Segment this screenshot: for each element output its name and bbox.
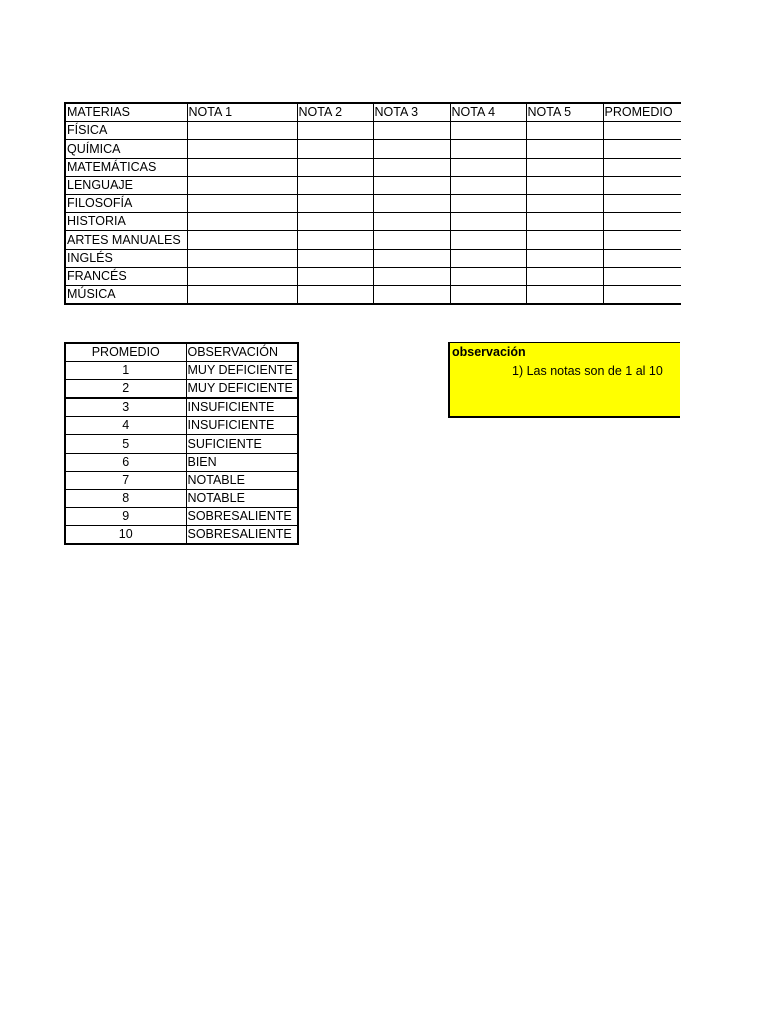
header-cell: PROMEDIO bbox=[603, 103, 681, 122]
grade-cell[interactable] bbox=[603, 285, 681, 304]
header-cell: OBSERVACIÓN bbox=[186, 343, 298, 362]
grade-cell[interactable] bbox=[526, 194, 603, 212]
grade-cell[interactable] bbox=[297, 122, 373, 140]
average-value-cell: 1 bbox=[65, 362, 186, 380]
grade-cell[interactable] bbox=[450, 158, 526, 176]
grade-cell[interactable] bbox=[373, 267, 450, 285]
grade-cell[interactable] bbox=[603, 158, 681, 176]
scale-row bbox=[65, 435, 298, 453]
subject-row bbox=[65, 176, 681, 194]
subject-name-cell: MÚSICA bbox=[65, 285, 187, 304]
subject-row bbox=[65, 158, 681, 176]
subject-name-cell: FRANCÉS bbox=[65, 267, 187, 285]
header-cell: NOTA 3 bbox=[373, 103, 450, 122]
header-cell: MATERIAS bbox=[65, 103, 187, 122]
header-cell: NOTA 5 bbox=[526, 103, 603, 122]
grade-cell[interactable] bbox=[603, 140, 681, 158]
observation-note bbox=[448, 342, 680, 418]
grade-cell[interactable] bbox=[187, 249, 297, 267]
subject-row bbox=[65, 231, 681, 249]
average-value-cell: 8 bbox=[65, 489, 186, 507]
average-value-cell: 6 bbox=[65, 453, 186, 471]
grade-cell[interactable] bbox=[526, 122, 603, 140]
subject-row bbox=[65, 267, 681, 285]
observation-cell: SOBRESALIENTE bbox=[186, 507, 298, 525]
observation-cell: SUFICIENTE bbox=[186, 435, 298, 453]
scale-row bbox=[65, 507, 298, 525]
scale-row bbox=[65, 380, 298, 399]
grade-cell[interactable] bbox=[373, 140, 450, 158]
subject-row bbox=[65, 122, 681, 140]
note-title: observación bbox=[452, 345, 526, 359]
scale-row bbox=[65, 471, 298, 489]
observation-cell: BIEN bbox=[186, 453, 298, 471]
grade-cell[interactable] bbox=[603, 213, 681, 231]
grade-cell[interactable] bbox=[373, 231, 450, 249]
grades-table bbox=[64, 102, 681, 305]
grade-cell[interactable] bbox=[187, 213, 297, 231]
grade-cell[interactable] bbox=[526, 249, 603, 267]
grade-cell[interactable] bbox=[603, 176, 681, 194]
grade-cell[interactable] bbox=[373, 285, 450, 304]
grade-cell[interactable] bbox=[450, 176, 526, 194]
observation-cell: NOTABLE bbox=[186, 471, 298, 489]
grade-cell[interactable] bbox=[450, 140, 526, 158]
grade-cell[interactable] bbox=[187, 194, 297, 212]
grade-cell[interactable] bbox=[187, 267, 297, 285]
grade-cell[interactable] bbox=[187, 176, 297, 194]
scale-row bbox=[65, 417, 298, 435]
subject-row bbox=[65, 285, 681, 304]
average-value-cell: 2 bbox=[65, 380, 186, 399]
grade-cell[interactable] bbox=[187, 285, 297, 304]
average-value-cell: 4 bbox=[65, 417, 186, 435]
grade-cell[interactable] bbox=[603, 249, 681, 267]
average-value-cell: 7 bbox=[65, 471, 186, 489]
grade-cell[interactable] bbox=[187, 231, 297, 249]
average-value-cell: 9 bbox=[65, 507, 186, 525]
subject-row bbox=[65, 140, 681, 158]
grade-cell[interactable] bbox=[603, 231, 681, 249]
subject-name-cell: INGLÉS bbox=[65, 249, 187, 267]
header-cell: NOTA 1 bbox=[187, 103, 297, 122]
grade-scale-table bbox=[64, 342, 299, 545]
observation-cell: INSUFICIENTE bbox=[186, 398, 298, 417]
grade-cell[interactable] bbox=[187, 122, 297, 140]
grade-cell[interactable] bbox=[526, 176, 603, 194]
grade-cell[interactable] bbox=[297, 158, 373, 176]
grade-cell[interactable] bbox=[526, 140, 603, 158]
grade-cell[interactable] bbox=[450, 267, 526, 285]
grade-cell[interactable] bbox=[450, 194, 526, 212]
observation-cell: NOTABLE bbox=[186, 489, 298, 507]
subject-name-cell: HISTORIA bbox=[65, 213, 187, 231]
grade-cell[interactable] bbox=[297, 194, 373, 212]
grade-cell[interactable] bbox=[297, 140, 373, 158]
grade-cell[interactable] bbox=[526, 267, 603, 285]
grade-cell[interactable] bbox=[297, 249, 373, 267]
grade-cell[interactable] bbox=[297, 213, 373, 231]
grade-cell[interactable] bbox=[450, 285, 526, 304]
grade-cell[interactable] bbox=[450, 249, 526, 267]
scale-row bbox=[65, 362, 298, 380]
grade-cell[interactable] bbox=[526, 158, 603, 176]
grade-cell[interactable] bbox=[297, 231, 373, 249]
grade-cell[interactable] bbox=[297, 267, 373, 285]
grade-cell[interactable] bbox=[297, 176, 373, 194]
grade-cell[interactable] bbox=[526, 231, 603, 249]
scale-row bbox=[65, 489, 298, 507]
grade-cell[interactable] bbox=[526, 213, 603, 231]
subject-name-cell: MATEMÁTICAS bbox=[65, 158, 187, 176]
header-cell: NOTA 4 bbox=[450, 103, 526, 122]
note-text: 1) Las notas son de 1 al 10 bbox=[512, 364, 663, 378]
observation-cell: SOBRESALIENTE bbox=[186, 525, 298, 544]
subject-name-cell: FÍSICA bbox=[65, 122, 187, 140]
grade-cell[interactable] bbox=[603, 194, 681, 212]
observation-cell: MUY DEFICIENTE bbox=[186, 362, 298, 380]
grade-cell[interactable] bbox=[373, 213, 450, 231]
observation-cell: MUY DEFICIENTE bbox=[186, 380, 298, 399]
average-value-cell: 3 bbox=[65, 398, 186, 417]
grade-cell[interactable] bbox=[187, 140, 297, 158]
grade-cell[interactable] bbox=[373, 158, 450, 176]
grade-cell[interactable] bbox=[187, 158, 297, 176]
grade-cell[interactable] bbox=[450, 231, 526, 249]
average-value-cell: 10 bbox=[65, 525, 186, 544]
header-cell: NOTA 2 bbox=[297, 103, 373, 122]
scale-row bbox=[65, 398, 298, 417]
subject-row bbox=[65, 249, 681, 267]
grade-cell[interactable] bbox=[450, 213, 526, 231]
grade-cell[interactable] bbox=[526, 285, 603, 304]
grade-cell[interactable] bbox=[603, 122, 681, 140]
grade-cell[interactable] bbox=[297, 285, 373, 304]
subject-row bbox=[65, 213, 681, 231]
subject-row bbox=[65, 194, 681, 212]
grade-cell[interactable] bbox=[603, 267, 681, 285]
scale-row bbox=[65, 453, 298, 471]
subject-name-cell: LENGUAJE bbox=[65, 176, 187, 194]
grade-cell[interactable] bbox=[373, 249, 450, 267]
grades-header-row bbox=[65, 103, 681, 122]
header-cell: PROMEDIO bbox=[65, 343, 186, 362]
subject-name-cell: QUÍMICA bbox=[65, 140, 187, 158]
grade-cell[interactable] bbox=[373, 194, 450, 212]
scale-header-row bbox=[65, 343, 298, 362]
subject-name-cell: ARTES MANUALES bbox=[65, 231, 187, 249]
grade-cell[interactable] bbox=[450, 122, 526, 140]
scale-row bbox=[65, 525, 298, 544]
grade-cell[interactable] bbox=[373, 176, 450, 194]
grade-cell[interactable] bbox=[373, 122, 450, 140]
observation-cell: INSUFICIENTE bbox=[186, 417, 298, 435]
average-value-cell: 5 bbox=[65, 435, 186, 453]
subject-name-cell: FILOSOFÍA bbox=[65, 194, 187, 212]
